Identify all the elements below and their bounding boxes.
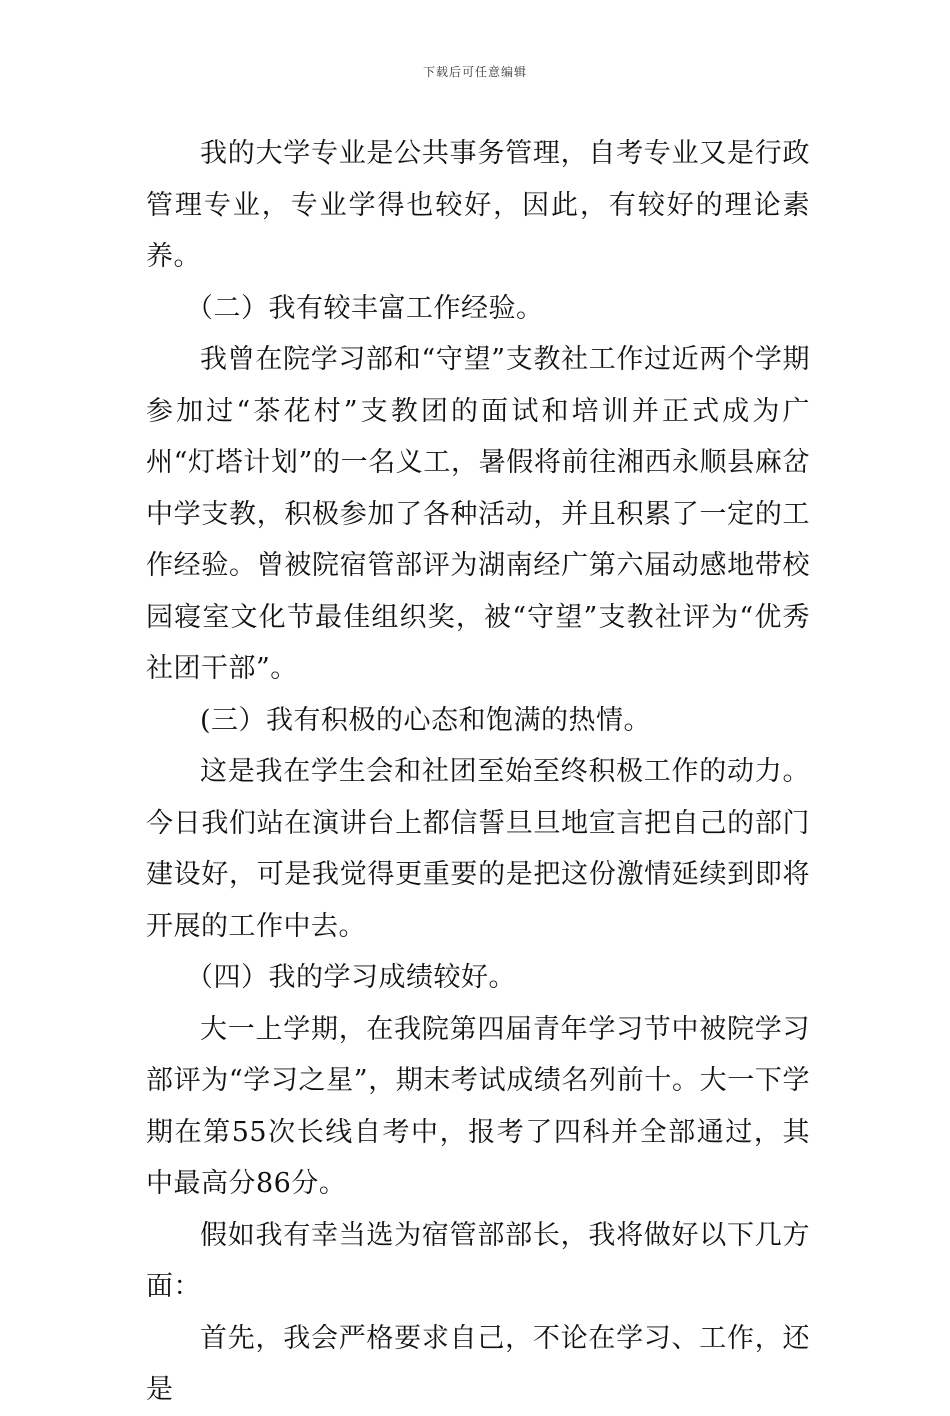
paragraph-plan-intro: 假如我有幸当选为宿管部部长，我将做好以下几方面： [146, 1219, 810, 1302]
section-heading-grades: （四）我的学习成绩较好。 [186, 962, 516, 993]
paragraph-attitude: 这是我在学生会和社团至始至终积极工作的动力。今日我们站在演讲台上都信誓旦旦地宣言把自己的部门建设好，可是我觉得更重要的是把这份激情延续到即将开展的工作中去。 [146, 756, 810, 942]
section-heading-experience: （二）我有较丰富工作经验。 [186, 292, 544, 324]
section-heading-attitude: (三）我有积极的心态和饱满的热情。 [200, 704, 652, 736]
paragraph-experience: 我曾在院学习部和“守望”支教社工作过近两个学期参加过“茶花村”支教团的面试和培训并正式成为广州“灯塔计划”的一名义工，暑假将前往湘西永顺县麻岔中学支教，积极参加了各种活动，并且积累了一定的工作经验。曾被院宿管部评为湖南经广第六届动感地带校园寝室文化节最佳组织奖，被“守望”支教社评为“优秀社团干部”。 [146, 344, 810, 684]
paragraph-grades: 大一上学期，在我院第四届青年学习节中被院学习部评为“学习之星”，期末考试成绩名列前十。大一下学期在第55次长线自考中，报考了四科并全部通过，其中最高分86分。 [146, 1013, 810, 1199]
paragraph-major: 我的大学专业是公共事务管理，自考专业又是行政管理专业，专业学得也较好，因此，有较好的理论素养。 [146, 138, 810, 272]
document-body [146, 128, 810, 1416]
page-header-note: 下载后可任意编辑 [422, 65, 527, 79]
paragraph-plan-first: 首先，我会严格要求自己，不论在学习、工作，还是 [146, 1322, 810, 1405]
